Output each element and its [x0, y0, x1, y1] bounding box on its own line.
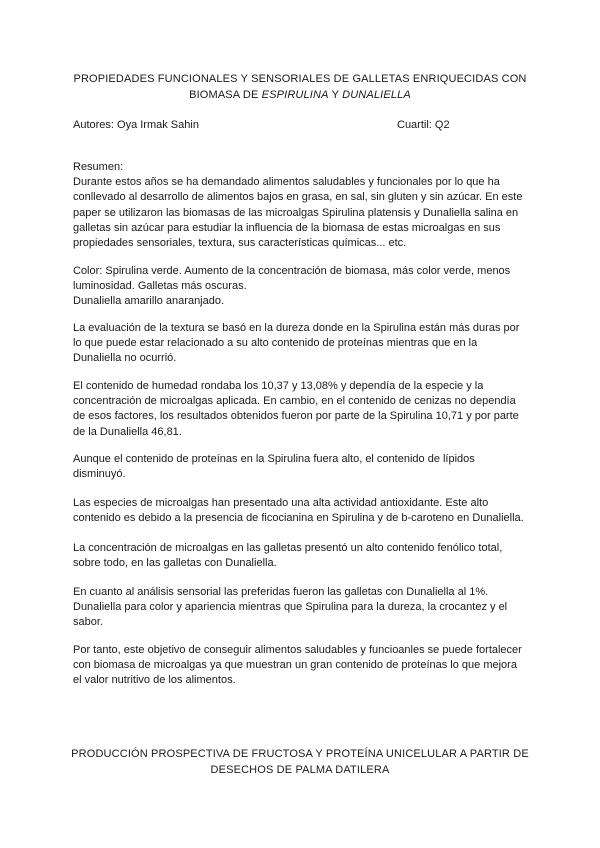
text-line: propiedades sensoriales, textura, sus características químicas... etc.	[73, 237, 407, 250]
second-article-title	[60, 746, 540, 778]
second-title-line-1: PRODUCCIÓN PROSPECTIVA DE FRUCTOSA Y PROTEÍNA UNICELULAR A PARTIR DE	[71, 748, 529, 760]
article-title-line-1: PROPIEDADES FUNCIONALES Y SENSORIALES DE GALLETAS ENRIQUECIDAS CON	[73, 73, 527, 85]
text-line: La concentración de microalgas en las galletas presentó un alto contenido fenólico total,	[73, 542, 503, 554]
text-line: El contenido de humedad rondaba los 10,37 y 13,08% y dependía de la especie y la	[73, 380, 484, 392]
resumen-heading: Resumen:	[73, 161, 124, 173]
title-species-2: DUNALIELLA	[342, 89, 411, 101]
antioxidante-paragraph	[73, 496, 535, 526]
text-line: Color: Spirulina verde. Aumento de la concentración de biomasa, más color verde, menos	[73, 265, 511, 277]
text-line: luminosidad. Galletas más oscuras.	[73, 280, 247, 293]
text-line: En cuanto al análisis sensorial las preferidas fueron las galletas con Dunaliella al 1%.	[73, 586, 489, 598]
text-line: La evaluación de la textura se basó en la dureza donde en la Spirulina están más duras por	[73, 322, 520, 334]
proteinas-paragraph	[73, 452, 535, 482]
text-line: Dunaliella para color y apariencia mientras que Spirulina para la dureza, la crocantez y el	[73, 601, 508, 614]
text-line: Por tanto, este objetivo de conseguir alimentos saludables y funcioanles se puede fortalecer	[73, 644, 522, 656]
title-prefix: BIOMASA DE	[189, 89, 262, 101]
text-line: lo que puede estar relacionado a su alto contenido de proteínas mientras que en la	[73, 337, 478, 350]
title-species-1: ESPIRULINA	[261, 89, 329, 101]
resumen-paragraph	[73, 160, 535, 251]
authors-row	[73, 118, 493, 132]
text-line: Las especies de microalgas han presentado una alta actividad antioxidante. Este alto	[73, 497, 489, 509]
text-line: Durante estos años se ha demandado alimentos saludables y funcionales por lo que ha	[73, 176, 500, 189]
authors: Autores: Oya Irmak Sahin	[73, 119, 199, 131]
text-line: disminuyó.	[73, 468, 126, 481]
second-title-line-2: DESECHOS DE PALMA DATILERA	[210, 764, 390, 776]
humedad-paragraph	[73, 379, 535, 440]
color-paragraph	[73, 264, 535, 310]
title-connector: Y	[328, 89, 343, 101]
text-line: contenido es debido a la presencia de ficocianina en Spirulina y de b-caroteno en Dunaliella.	[73, 512, 524, 525]
sensorial-paragraph	[73, 585, 535, 631]
text-line: Aunque el contenido de proteínas en la Spirulina fuera alto, el contenido de lípidos	[73, 453, 475, 465]
text-line: sabor.	[73, 616, 103, 629]
conclusion-paragraph	[73, 643, 535, 689]
article-title	[60, 71, 540, 103]
text-line: galletas sin azúcar para estudiar la influencia de la biomasa de estas microalgas en sus	[73, 221, 501, 234]
text-line: de la Dunaliella 46,81.	[73, 425, 182, 438]
textura-paragraph	[73, 321, 535, 367]
text-line: de esos factores, los resultados obtenidos fueron por parte de la Spirulina 10,71 y por parte	[73, 410, 519, 423]
text-line: sobre todo, en las galletas con Dunaliella.	[73, 557, 277, 570]
text-line: el valor nutritivo de los alimentos.	[73, 674, 236, 687]
text-line: Dunaliella no ocurrió.	[73, 352, 177, 365]
text-line: con biomasa de microalgas ya que muestran un gran contenido de proteínas lo que mejora	[73, 659, 517, 672]
text-line: paper se utilizaron las biomasas de las microalgas Spirulina platensis y Dunaliella salina en	[73, 206, 519, 219]
text-line: conllevado al desarrollo de alimentos bajos en grasa, en sal, sin gluten y sin azúcar. En este	[73, 191, 523, 204]
cuartil: Cuartil: Q2	[397, 119, 450, 131]
text-line: concentración de microalgas aplicada. En cambio, en el contenido de cenizas no dependía	[73, 395, 516, 408]
fenolico-paragraph	[73, 541, 535, 571]
article-title-line-2	[60, 87, 540, 103]
text-line: Dunaliella amarillo anaranjado.	[73, 295, 225, 308]
